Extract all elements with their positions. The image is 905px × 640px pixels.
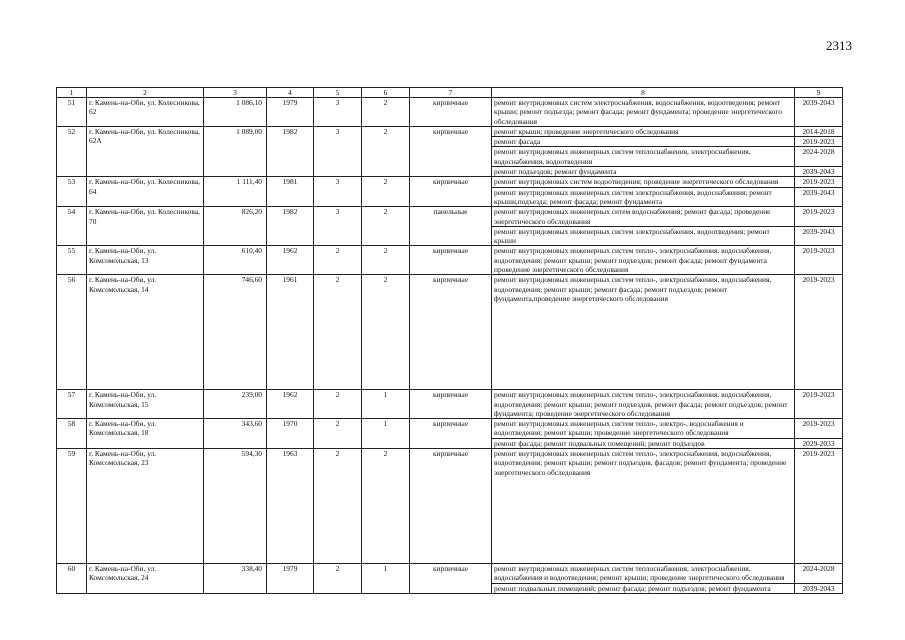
work-period-cell: 2024-2028 [795, 563, 843, 583]
work-period-cell: 2029-2033 [795, 438, 843, 448]
area-cell: 338,40 [204, 563, 267, 593]
address-cell: г. Камень-на-Оби, ул. Комсомольская, 23 [87, 449, 204, 564]
floors-cell: 2 [314, 390, 362, 419]
entrances-cell: 2 [362, 207, 410, 246]
col-header: 2 [87, 88, 204, 98]
floors-cell: 2 [314, 563, 362, 593]
entrances-cell: 2 [362, 98, 410, 127]
col-header: 8 [492, 88, 795, 98]
row-number: 57 [57, 390, 87, 419]
entrances-cell: 2 [362, 126, 410, 176]
row-number: 52 [57, 126, 87, 176]
material-cell: кирпичные [410, 449, 492, 564]
area-cell: 746,60 [204, 275, 267, 390]
floors-cell: 2 [314, 246, 362, 275]
work-period-cell: 2019-2023 [795, 419, 843, 439]
work-period-cell: 2019-2023 [795, 177, 843, 187]
work-description-cell: ремонт внутридомовых инженерных систем тепло-, электроснабжения, водоснабжения, водоотведения; ремонт крыши; ремонт подъездов, фасадов; ремонт фундамента; проведение энергетического обследования [492, 449, 795, 564]
work-description-cell: ремонт подвальных помещений; ремонт фасада; ремонт подъездов; ремонт фундамента [492, 583, 795, 593]
row-number: 53 [57, 177, 87, 207]
floors-cell: 2 [314, 449, 362, 564]
work-description-cell: ремонт внутридомовых инженерных ситем водоснабжения; ремонт фасада; проведение энергетического обследования [492, 207, 795, 227]
area-cell: 1 086,10 [204, 98, 267, 127]
floors-cell: 3 [314, 126, 362, 176]
col-header: 9 [795, 88, 843, 98]
material-cell: панельные [410, 207, 492, 246]
address-cell: г. Камень-на-Оби, ул. Комсомольская, 14 [87, 275, 204, 390]
row-number: 51 [57, 98, 87, 127]
material-cell: кирпичные [410, 275, 492, 390]
entrances-cell: 2 [362, 246, 410, 275]
floors-cell: 2 [314, 419, 362, 449]
row-number: 54 [57, 207, 87, 246]
work-period-cell: 2019-2023 [795, 137, 843, 147]
entrances-cell: 2 [362, 275, 410, 390]
work-description-cell: ремонт подъездов; ремонт фундамента [492, 167, 795, 177]
work-period-cell: 2024-2028 [795, 147, 843, 167]
table-row [57, 563, 843, 583]
material-cell: кирпичные [410, 390, 492, 419]
address-cell: г. Камень-на-Оби, ул. Колесникова, 64 [87, 177, 204, 207]
row-number: 60 [57, 563, 87, 593]
work-period-cell: 2039-2043 [795, 167, 843, 177]
year-cell: 1963 [267, 449, 314, 564]
work-period-cell: 2039-2043 [795, 187, 843, 207]
work-description-cell: ремонт фасада [492, 137, 795, 147]
material-cell: кирпичные [410, 126, 492, 176]
row-number: 59 [57, 449, 87, 564]
material-cell: кирпичные [410, 246, 492, 275]
entrances-cell: 2 [362, 177, 410, 207]
table-row [57, 126, 843, 136]
address-cell: г. Камень-на-Оби, ул. Комсомольская, 15 [87, 390, 204, 419]
year-cell: 1970 [267, 419, 314, 449]
material-cell: кирпичные [410, 177, 492, 207]
table-row [57, 275, 843, 390]
header-row [57, 88, 843, 98]
entrances-cell: 1 [362, 563, 410, 593]
area-cell: 594,30 [204, 449, 267, 564]
work-description-cell: ремонт внутридомовых инженерных систем электроснабжения, водоснабжения; ремонт крыши,подъезда; ремонт фасада; ремонт фундамента [492, 187, 795, 207]
work-period-cell: 2019-2023 [795, 390, 843, 419]
work-period-cell: 2039-2043 [795, 583, 843, 593]
area-cell: 826,20 [204, 207, 267, 246]
table-row [57, 390, 843, 419]
year-cell: 1962 [267, 246, 314, 275]
col-header: 4 [267, 88, 314, 98]
year-cell: 1979 [267, 563, 314, 593]
table-row [57, 98, 843, 127]
work-description-cell: ремонт внутридомовых инженерных систем электроснабжения, водоотведения; ремонт крыши [492, 226, 795, 246]
table-row [57, 207, 843, 227]
address-cell: г. Камень-на-Оби, ул. Колесникова, 70 [87, 207, 204, 246]
address-cell: г. Камень-на-Оби, ул. Колесникова, 62 [87, 98, 204, 127]
col-header: 5 [314, 88, 362, 98]
work-period-cell: 2014-2018 [795, 126, 843, 136]
table-row [57, 246, 843, 275]
address-cell: г. Камень-на-Оби, ул. Комсомольская, 13 [87, 246, 204, 275]
entrances-cell: 1 [362, 390, 410, 419]
floors-cell: 3 [314, 207, 362, 246]
area-cell: 1 111,40 [204, 177, 267, 207]
work-description-cell: ремонт крыши; проведение энергетического обследования [492, 126, 795, 136]
work-description-cell: ремонт внутридомовых инженерных систем тепло-, электроснабжения, водоснабжения, водоотведения; ремонт крыши; ремонт подъездов; ремонт фасада; ремонт фундамента проведение энергетического обследования [492, 246, 795, 275]
year-cell: 1962 [267, 390, 314, 419]
address-cell: г. Камень-на-Оби, ул. Комсомольская, 24 [87, 563, 204, 593]
col-header: 6 [362, 88, 410, 98]
page-number: 2313 [826, 38, 852, 53]
year-cell: 1961 [267, 275, 314, 390]
table-row [57, 177, 843, 187]
year-cell: 1982 [267, 207, 314, 246]
row-number: 58 [57, 419, 87, 449]
work-description-cell: ремонт фасада; ремонт подвальных помещений; ремонт подъездов [492, 438, 795, 448]
work-description-cell: ремонт внутридомовых инженерных систем тепло-, электро-, водоснабжения и водоотведения; ремонт крыши; проведение энергетического обследования [492, 419, 795, 439]
col-header: 7 [410, 88, 492, 98]
area-cell: 1 089,00 [204, 126, 267, 176]
year-cell: 1981 [267, 177, 314, 207]
work-description-cell: ремонт внутридомовых систем электроснабжения, водоснабжения, водоотведения; ремонт крыши; ремонт подъезда; ремонт фасада; ремонт фундамента; проведение энергетического обследования [492, 98, 795, 127]
work-period-cell: 2039-2043 [795, 98, 843, 127]
work-description-cell: ремонт внутридомовых инженерных систем теплоснабжения, электроснабжения, водоснабжения, водоотведения [492, 147, 795, 167]
housing-repair-table [56, 87, 843, 594]
table-row [57, 419, 843, 439]
area-cell: 239,00 [204, 390, 267, 419]
work-period-cell: 2019-2023 [795, 207, 843, 227]
floors-cell: 3 [314, 177, 362, 207]
address-cell: г. Камень-на-Оби, ул. Комсомольская, 18 [87, 419, 204, 449]
floors-cell: 3 [314, 98, 362, 127]
work-period-cell: 2019-2023 [795, 275, 843, 390]
table-body [57, 98, 843, 594]
address-cell: г. Камень-на-Оби, ул. Колесникова, 62А [87, 126, 204, 176]
work-description-cell: ремонт внутридомовых систем водоотведения; проведение энергетического обследования [492, 177, 795, 187]
entrances-cell: 1 [362, 419, 410, 449]
col-header: 1 [57, 88, 87, 98]
material-cell: кирпичные [410, 419, 492, 449]
entrances-cell: 2 [362, 449, 410, 564]
work-period-cell: 2019-2023 [795, 449, 843, 564]
work-description-cell: ремонт внутридомовых инженерных систем тепло-, электроснабжения, водоснабжения, водоотведения; ремонт крыши; ремонт фасада; ремонт подъездов; ремонт фундамента,проведение энергетического обследования [492, 275, 795, 390]
floors-cell: 2 [314, 275, 362, 390]
area-cell: 343,60 [204, 419, 267, 449]
table-row [57, 449, 843, 564]
year-cell: 1982 [267, 126, 314, 176]
row-number: 56 [57, 275, 87, 390]
year-cell: 1979 [267, 98, 314, 127]
work-description-cell: ремонт внутридомовых инженерных систем тепло-, электроснабжения, водоснабжения, водоотведения; ремонт крыши; ремонт подъездов, ремонт фасада; ремонт подъездов; ремонт фундамента; проведение энергетического обследования [492, 390, 795, 419]
work-period-cell: 2019-2023 [795, 246, 843, 275]
work-description-cell: ремонт внутридомовых инженерных систем теплоснабжения, электроснабжения, водоснабжения и водоотведения; ремонт крыши; проведение энергетического обследования [492, 563, 795, 583]
col-header: 3 [204, 88, 267, 98]
area-cell: 610,40 [204, 246, 267, 275]
material-cell: кирпичные [410, 98, 492, 127]
row-number: 55 [57, 246, 87, 275]
material-cell: кирпичные [410, 563, 492, 593]
work-period-cell: 2039-2043 [795, 226, 843, 246]
